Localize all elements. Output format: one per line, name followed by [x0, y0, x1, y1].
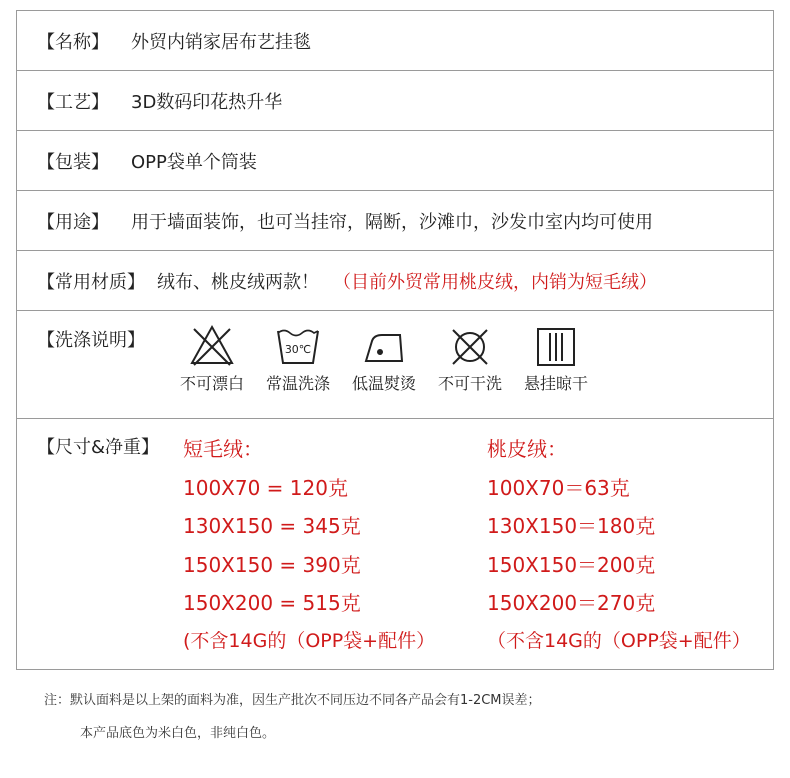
material-note: （目前外贸常用桃皮绒，内销为短毛绒） [333, 271, 657, 293]
short-plush-note: (不含14G的（OPP袋+配件） [183, 629, 436, 652]
craft-value: 3D数码印花热升华 [131, 91, 283, 113]
care-no-dry-clean [427, 321, 513, 394]
care-caption: 不可干洗 [437, 374, 502, 393]
packaging-label: 【包装】 [37, 151, 109, 173]
footnote-line-1: 注：默认面料是以上架的面料为准，因生产批次不同压边不同各产品会有1-2CM误差； [44, 693, 541, 708]
row-packaging [17, 131, 773, 191]
care-label: 【洗涤说明】 [37, 330, 145, 351]
peach-skin-size: 100X70＝63克 [487, 475, 630, 500]
craft-label: 【工艺】 [37, 91, 109, 113]
row-material [17, 251, 773, 311]
name-label: 【名称】 [37, 31, 109, 53]
material-label: 【常用材质】 [37, 271, 145, 293]
care-caption: 不可漂白 [179, 374, 244, 393]
spec-table [16, 10, 774, 670]
peach-skin-title: 桃皮绒： [487, 437, 567, 461]
usage-label: 【用途】 [37, 211, 109, 233]
short-plush-size: 100X70 = 120克 [183, 475, 348, 500]
care-hang-dry [513, 321, 599, 394]
wash-temp-label: 30℃ [284, 343, 312, 356]
footnote [44, 694, 541, 760]
short-plush-column [183, 433, 435, 664]
care-no-bleach [169, 321, 255, 394]
short-plush-size: 130X150 = 345克 [183, 514, 361, 538]
no-bleach-icon [188, 321, 236, 369]
peach-skin-note: （不含14G的（OPP袋+配件） [487, 629, 751, 652]
care-caption: 常温洗涤 [265, 374, 330, 393]
row-care [17, 311, 773, 419]
care-caption: 低温熨烫 [351, 374, 416, 393]
short-plush-size: 150X200 = 515克 [183, 591, 361, 615]
peach-skin-size: 130X150＝180克 [487, 514, 656, 538]
peach-skin-size: 150X150＝200克 [487, 552, 656, 577]
hang-dry-icon [532, 321, 580, 369]
row-sizes [17, 419, 773, 669]
row-name [17, 11, 773, 71]
row-usage [17, 191, 773, 251]
usage-value: 用于墙面装饰，也可当挂帘，隔断，沙滩巾，沙发巾室内均可使用 [131, 211, 653, 233]
material-value: 绒布、桃皮绒两款！ [157, 271, 319, 293]
care-caption: 悬挂晾干 [523, 374, 588, 393]
size-label: 【尺寸&净重】 [37, 437, 160, 458]
wash-30-icon [274, 321, 322, 369]
short-plush-title: 短毛绒： [183, 437, 263, 461]
packaging-value: OPP袋单个筒装 [131, 151, 257, 173]
peach-skin-column [487, 433, 751, 664]
name-value: 外贸内销家居布艺挂毯 [131, 31, 311, 53]
footnote-line-2: 本产品底色为米白色，非纯白色。 [80, 726, 276, 741]
peach-skin-size: 150X200＝270克 [487, 591, 656, 615]
care-iron-low [341, 321, 427, 394]
no-dry-clean-icon [446, 321, 494, 369]
short-plush-size: 150X150 = 390克 [183, 552, 361, 577]
iron-low-icon [360, 321, 408, 369]
care-wash-30 [255, 321, 341, 394]
row-craft [17, 71, 773, 131]
